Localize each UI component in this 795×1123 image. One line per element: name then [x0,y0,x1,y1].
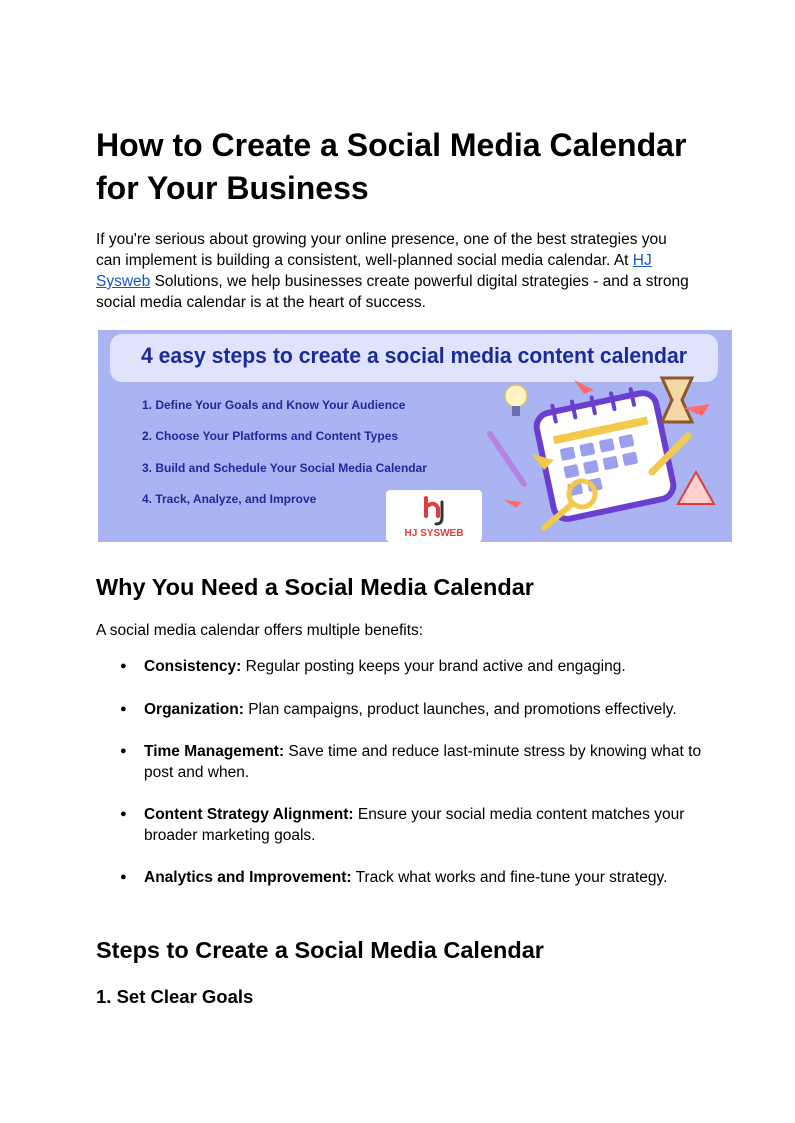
list-item [96,741,706,783]
benefit-text: Ensure your social media content matches your broader marketing goals. [144,806,685,844]
banner-step-2: 2. Choose Your Platforms and Content Types [142,429,399,443]
benefit-text: Regular posting keeps your brand active and engaging. [241,658,626,675]
benefit-term: Analytics and Improvement: [144,869,352,886]
banner-heading: 4 easy steps to create a social media content calendar [141,343,688,368]
hj-sysweb-link[interactable]: HJ Sysweb [96,252,652,290]
hj-sysweb-logo [386,490,482,542]
benefit-term: Organization: [144,701,244,718]
benefits-list [96,656,706,888]
benefit-term: Time Management: [144,743,285,760]
list-item [96,804,706,846]
intro-text-before: If you're serious about growing your online presence, one of the best strategies you can implement is building a consistent, well-planned social media calendar. At [96,231,667,269]
list-item [96,699,706,720]
step-1-heading: 1. Set Clear Goals [96,986,254,1007]
benefit-text: Track what works and fine-tune your strategy. [351,869,668,886]
logo-text: HJ SYSWEB [404,528,464,539]
intro-paragraph [96,229,696,313]
banner-step-4: 4. Track, Analyze, and Improve [142,492,317,506]
steps-banner-image [98,330,732,542]
banner-step-3: 3. Build and Schedule Your Social Media Calendar [142,461,427,475]
intro-text-after: Solutions, we help businesses create powerful digital strategies - and a strong social media calendar is at the heart of success. [96,273,689,311]
benefit-term: Content Strategy Alignment: [144,806,354,823]
benefit-text: Plan campaigns, product launches, and promotions effectively. [243,701,677,718]
list-item [96,656,706,677]
steps-section-heading: Steps to Create a Social Media Calendar [96,937,544,963]
banner-step-1: 1. Define Your Goals and Know Your Audience [142,398,406,412]
page-title: How to Create a Social Media Calendar for Your Business [96,127,687,206]
benefit-text: Save time and reduce last-minute stress by knowing what to post and when. [144,743,702,781]
benefits-lead: A social media calendar offers multiple benefits: [96,622,424,639]
lightbulb-icon [505,385,527,407]
benefit-term: Consistency: [144,658,242,675]
list-item [96,867,706,888]
why-section-heading: Why You Need a Social Media Calendar [96,574,534,600]
